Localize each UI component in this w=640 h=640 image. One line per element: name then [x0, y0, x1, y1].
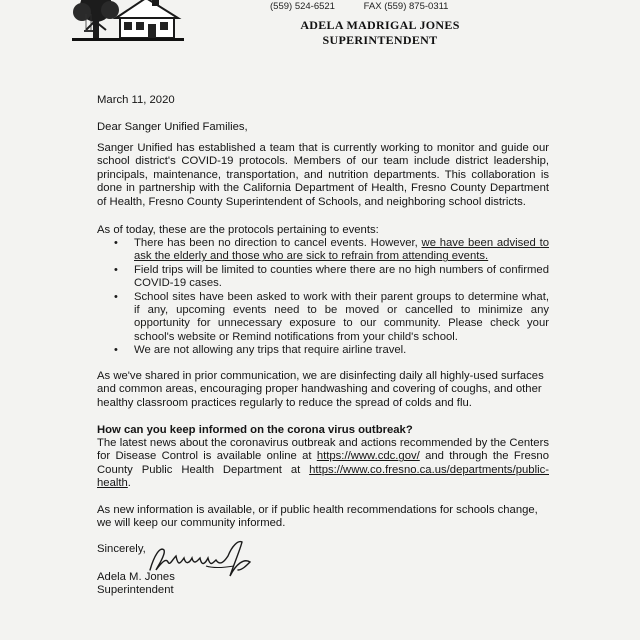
letter-greeting: Dear Sanger Unified Families,: [97, 121, 248, 133]
school-house-logo: [72, 0, 184, 42]
cdc-link[interactable]: https://www.cdc.gov/: [316, 450, 420, 463]
bullet-underlined-text: we have been advised to ask the elderly and those who are sick to refrain from attending events.: [134, 237, 549, 263]
protocols-intro: As of today, these are the protocols pertaining to events:: [97, 224, 379, 236]
signer-name: Adela M. Jones: [97, 571, 175, 583]
list-item: [97, 291, 549, 345]
closing-paragraph: As new information is available, or if public health recommendations for schools change, we will keep our community informed.: [97, 504, 538, 530]
bullet-text: Field trips will be limited to counties where there are no high numbers of confirmed COVID-19 cases.: [134, 263, 549, 290]
bullet-text: There has been no direction to cancel events. However,: [134, 237, 422, 249]
list-item: [97, 264, 549, 291]
letterhead-title: SUPERINTENDENT: [322, 33, 438, 47]
hygiene-paragraph: As we've shared in prior communication, we are disinfecting daily all highly-used surfaces and common areas, encouraging proper handwashing and covering of coughs, and other healthy classroom practices regularly to reduce the spread of colds and flu.: [97, 370, 544, 409]
fax-number: FAX (559) 875-0311: [363, 1, 449, 12]
intro-paragraph: Sanger Unified has established a team that is currently working to monitor and guide our school district's COVID-19 protocols. Members of our team include district leadership, principals, maintenance, transportation, and nutrition departments. This collaboration is done in partnership with the California Department of Health, Fresno County Department of Health, Fresno County Superintendent of Schools, and neighboring school districts.: [97, 142, 549, 208]
resources-paragraph: [97, 437, 549, 491]
protocol-list: [97, 237, 549, 358]
resources-text: .: [127, 477, 131, 490]
bullet-text: We are not allowing any trips that require airline travel.: [134, 344, 407, 357]
section-heading: How can you keep informed on the corona virus outbreak?: [97, 424, 413, 436]
bullet-text: School sites have been asked to work with their parent groups to determine what, if any, upcoming events need to be moved or cancelled to minimize any opportunity for unnecessary exposure to our community. Please check your school's website or Remind notifications from your child's school.: [134, 290, 549, 343]
letterhead-name: ADELA MADRIGAL JONES: [300, 18, 460, 32]
resources-text: The latest news about the coronavirus outbreak and actions recommended by the Centers for Disease Control is available online at: [97, 437, 549, 463]
list-item: [97, 237, 549, 264]
letter-date: March 11, 2020: [97, 94, 175, 106]
closing-salutation: Sincerely,: [97, 543, 146, 555]
phone-number: (559) 524-6521: [270, 1, 335, 12]
signer-title: Superintendent: [97, 584, 174, 596]
resources-text: and through the Fresno County Public Health Department at: [97, 450, 549, 476]
letterhead-contact: [270, 1, 490, 12]
fresno-health-link[interactable]: https://www.co.fresno.ca.us/departments/public-health: [97, 463, 549, 490]
list-item: [97, 344, 549, 357]
